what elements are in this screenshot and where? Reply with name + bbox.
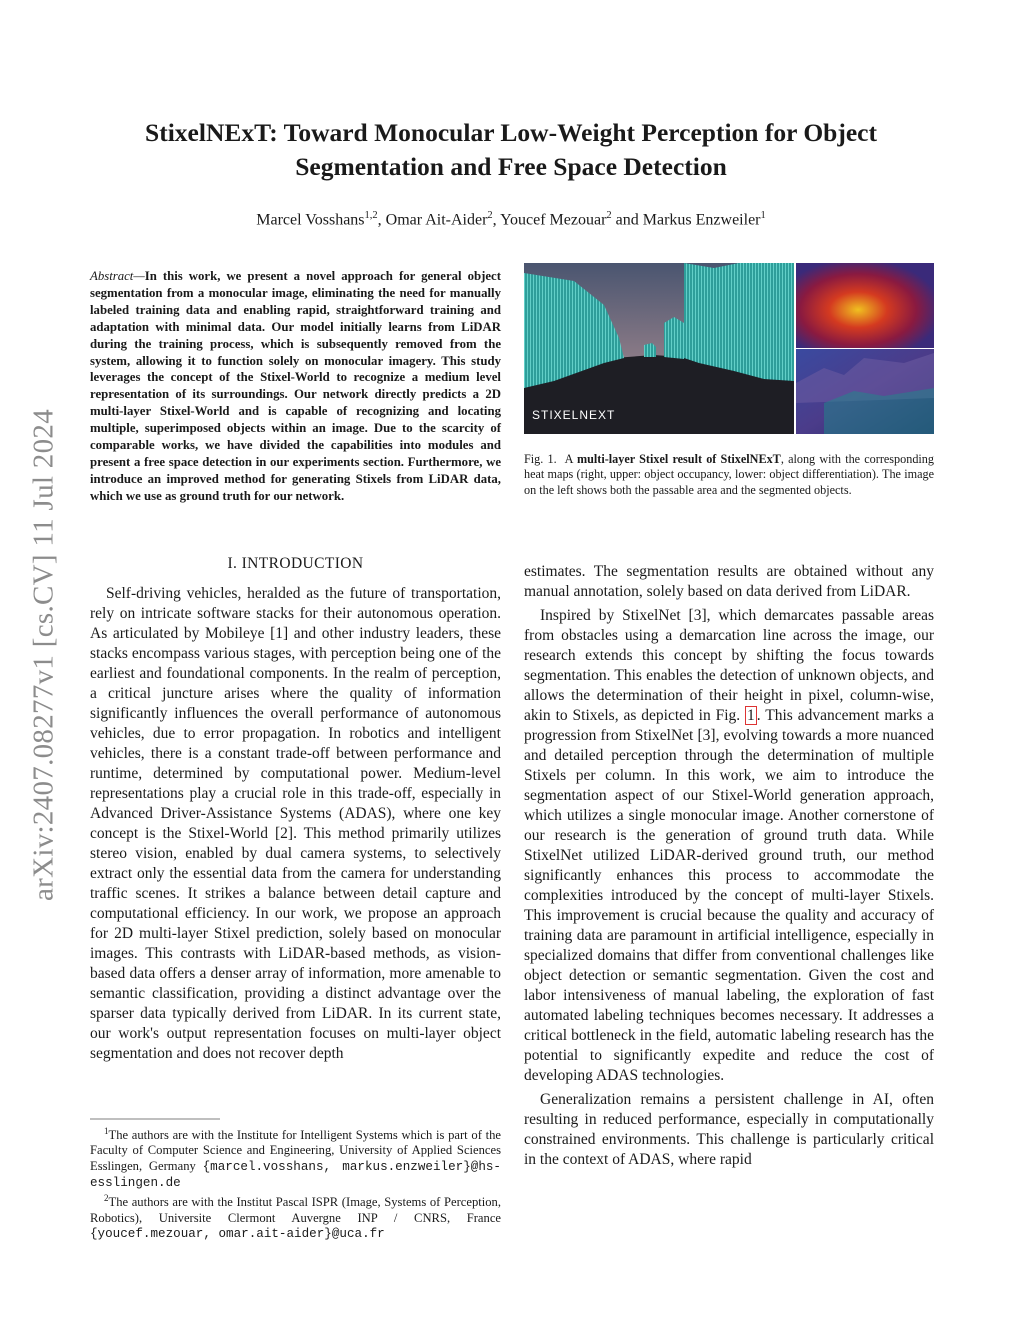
footnotes — [90, 1124, 501, 1242]
abstract-lead: Abstract— — [90, 269, 145, 283]
intro-paragraph: Self-driving vehicles, heralded as the future of transportation, rely on intricate software stacks for their autonomous operation. As articulated by Mobileye [1] and other industry leaders, these stacks encompass various stages, with perception being one of the earliest and foundational components. In the realm of perception, a critical juncture arises where the quality of information significantly influences the overall performance of autonomous vehicles, due to error propagation. In robotics and intelligent vehicles, there is a constant trade-off between performance and runtime, determined by computational power. Medium-level representations play a crucial role in this trade-off, especially in Advanced Driver-Assistance Systems (ADAS), where one key concept is the Stixel-World [2]. This method primarily utilizes stereo vision, enabled by dual camera systems, to selectively extract only the essential data from the camera for understanding traffic scenes. It strikes a balance between detail capture and computational efficiency. In our work, we propose an approach for 2D multi-layer Stixel prediction, solely based on monocular images. This contrasts with LiDAR-based methods, as vision-based data offers a denser array of information, more amenable to semantic classification, providing a distinct advantage over the sparser data typically derived from LiDAR. In its current state, our work's output representation focuses on multi-layer object segmentation and does not recover depth — [90, 585, 501, 1062]
footnote-email: {marcel.vosshans, markus.enzweiler}@hs-esslingen.de — [90, 1159, 501, 1191]
paragraph: Inspired by StixelNet [3], which demarcates passable areas from obstacles using a demarcation line across the image, our research extends this concept by shifting the focus towards segmentation. This enables the detection of unknown objects, and allows the determination of their height in pixel, column-wise, akin to Stixels, as depicted in Fig. 1 . This advancement marks a progression from StixelNet [3], evolving towards a more nuanced and detailed perception through the determination of multiple Stixels per column. In this work, we aim to introduce the segmentation aspect of our Stixel-World generation approach, which utilizes a single monocular image. Another cornerstone of our research is the generation of ground truth data. While StixelNet utilized LiDAR-derived ground truth, our method significantly enhances this process to accommodate the complexities introduced by the concept of multi-layer Stixels. This improvement is crucial because the quality and accuracy of training data are paramount in artificial intelligence, especially in specialized domains that differ from conventional challenges like object detection or semantic segmentation. Given the cost and labor intensiveness of manual labeling, the exploration of fast automated labeling techniques becomes necessary. It addresses a critical bottleneck in the field, automatic labeling research has the potential to significantly expedite and reduce the cost of developing ADAS technologies. — [524, 607, 935, 1084]
intro-body — [90, 584, 501, 1064]
paragraph: Generalization remains a persistent challenge in AI, often resulting in reduced performance, especially in computationally constrained environments. This challenge is particularly critical in the context of ADAS, where rapid — [524, 1091, 934, 1168]
author-list: Marcel Vosshans$^{1,2}$, Omar Ait-Aider$^2$, Youcef Mezouar$^2$ and Markus Enzweiler$^1$ — [256, 210, 766, 229]
figure-reference-link[interactable]: 1 — [747, 707, 755, 724]
author-affiliation: 1 — [760, 210, 766, 221]
footnote-2: $^2$The authors are with the Institut Pascal ISPR (Image, Systems of Perception, Robotics), Universite Clermont Auvergne INP / CNRS, France {youcef.mezouar, omar.ait-aider}@uca.fr — [90, 1193, 501, 1242]
stixelnext-logo — [532, 408, 615, 422]
svg-text:STIXELNEXT: STIXELNEXT — [532, 408, 616, 422]
author-name: Youcef Mezouar — [500, 211, 607, 229]
author-affiliation: 1,2 — [364, 210, 378, 221]
footnote-email: {youcef.mezouar, omar.ait-aider}@uca.fr — [90, 1227, 385, 1242]
paragraph: estimates. The segmentation results are obtained without any manual annotation, solely based on data derived from LiDAR. — [524, 563, 934, 600]
author-name: Markus Enzweiler — [642, 211, 761, 229]
figure-1 — [524, 263, 934, 434]
author-name: Omar Ait-Aider — [385, 211, 488, 229]
right-column-body — [524, 562, 934, 1170]
footnote-1: $^1$The authors are with the Institute for Intelligent Systems which is part of the Faculty of Computer Science and Engineering, University of Applied Sciences Esslingen, Germany {marcel.vosshans, markus.enzweiler}@hs-esslingen.de — [90, 1126, 501, 1191]
caption-emphasis: multi-layer Stixel result of StixelNExT — [576, 452, 781, 466]
footnote-rule — [90, 1118, 501, 1120]
author-affiliation: 2 — [487, 210, 493, 221]
abstract-text: In this work, we present a novel approach for general object segmentation from a monocular image, eliminating the need for manually labeled training data and enabling rapid, straightforward training and adaptation with minimal data. Our model initially learns from LiDAR during the training process, which is subsequently removed from the system, allowing it to function solely on monocular imagery. This study leverages the concept of the Stixel-World to recognize a medium level representation of its surroundings. Our network directly predicts a 2D multi-layer Stixel-World and is capable of recognizing and locating multiple, superimposed objects within an image. Due to the scarcity of comparable works, we have divided the capabilities into modules and present a free space detection in our experiments section. Furthermore, we introduce an improved method for generating Stixels from LiDAR data, which we use as ground truth for our network. — [90, 269, 501, 503]
author-name: Marcel Vosshans — [256, 211, 365, 229]
author-affiliation: 2 — [606, 210, 612, 221]
figure-caption: Fig. 1. A multi-layer Stixel result of StixelNExT, along with the corresponding heat maps (right, upper: object occupancy, lower: object differentiation). The image on the left shows both the passable area and the segmented objects. — [524, 452, 934, 497]
paper-title: StixelNExT: Toward Monocular Low-Weight Perception for Object Segmentation and Free Space Detection — [145, 118, 877, 181]
abstract — [90, 268, 501, 505]
section-heading: I. INTRODUCTION — [227, 555, 364, 572]
arxiv-stamp: arXiv:2407.08277v1 [cs.CV] 11 Jul 2024 — [27, 408, 60, 902]
stixel-result-image — [524, 263, 934, 434]
caption-label: Fig. 1. — [524, 452, 557, 466]
